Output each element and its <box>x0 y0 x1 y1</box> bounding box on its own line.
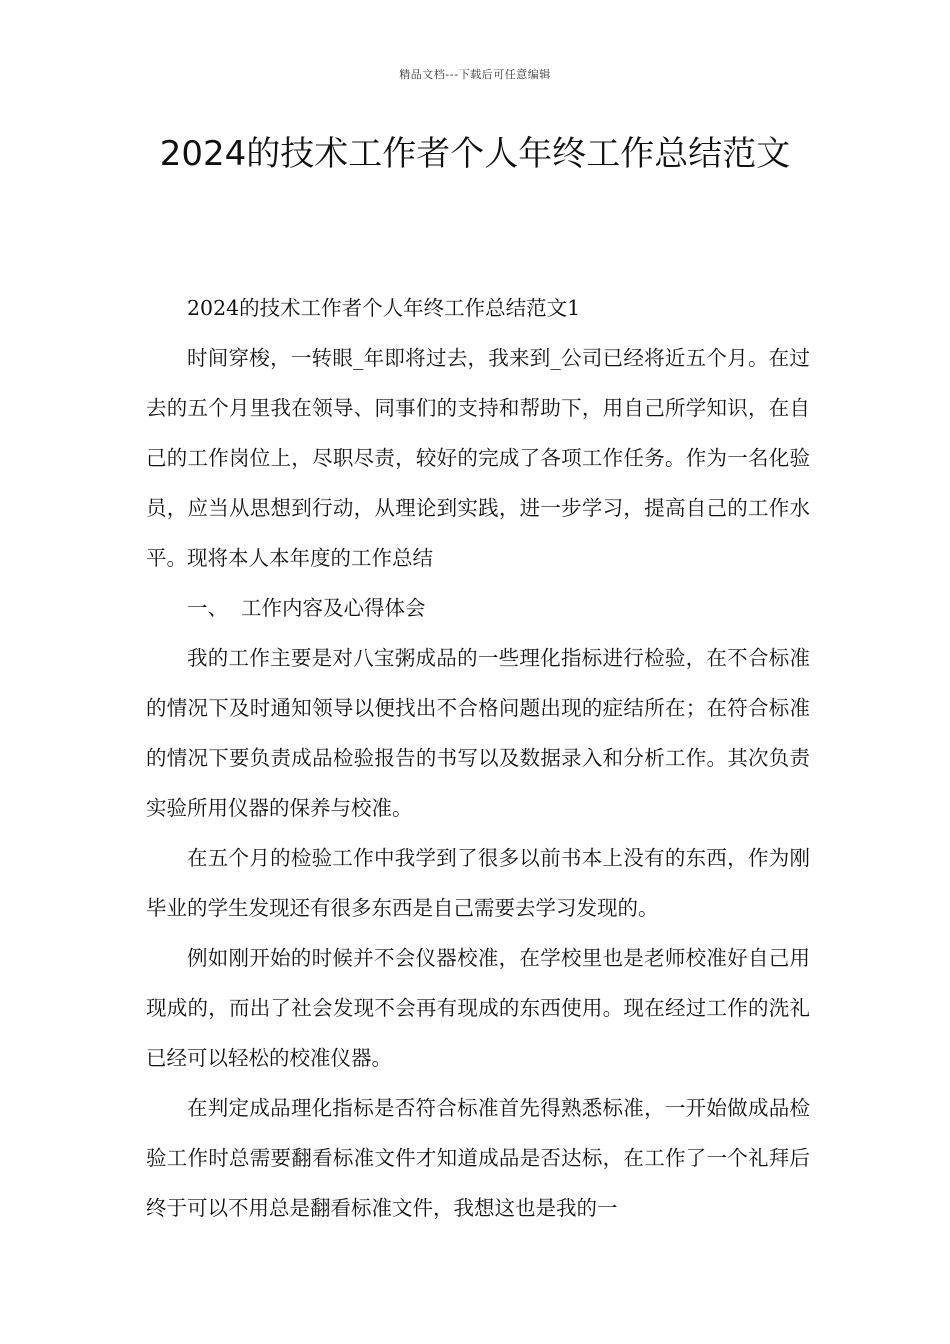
header-note: 精品文档---下载后可任意编辑 <box>399 68 551 81</box>
document-body <box>146 283 810 1233</box>
body-paragraph: 在五个月的检验工作中我学到了很多以前书本上没有的东西，作为刚毕业的学生发现还有很多东西是自己需要去学习发现的。 <box>146 846 810 920</box>
body-paragraph: 在判定成品理化指标是否符合标准首先得熟悉标准，一开始做成品检验工作时总需要翻看标准文件才知道成品是否达标，在工作了一个礼拜后终于可以不用总是翻看标准文件，我想这也是我的一 <box>146 1096 810 1220</box>
subtitle-paragraph: 2024的技术工作者个人年终工作总结范文1 <box>187 296 581 320</box>
section-heading: 一、 工作内容及心得体会 <box>187 596 426 620</box>
body-paragraph: 时间穿梭，一转眼_年即将过去，我来到_公司已经将近五个月。在过去的五个月里我在领导、同事们的支持和帮助下，用自己所学知识，在自己的工作岗位上，尽职尽责，较好的完成了各项工作任务。作为一名化验员，应当从思想到行动，从理论到实践，进一步学习，提高自己的工作水平。现将本人本年度的工作总结 <box>146 346 810 570</box>
document-title: 2024的技术工作者个人年终工作总结范文 <box>159 134 791 174</box>
body-paragraph: 我的工作主要是对八宝粥成品的一些理化指标进行检验，在不合标准的情况下及时通知领导以便找出不合格问题出现的症结所在；在符合标准的情况下要负责成品检验报告的书写以及数据录入和分析工作。其次负责实验所用仪器的保养与校准。 <box>146 646 810 820</box>
body-paragraph: 例如刚开始的时候并不会仪器校准，在学校里也是老师校准好自己用现成的，而出了社会发现不会再有现成的东西使用。现在经过工作的洗礼已经可以轻松的校准仪器。 <box>146 946 810 1070</box>
